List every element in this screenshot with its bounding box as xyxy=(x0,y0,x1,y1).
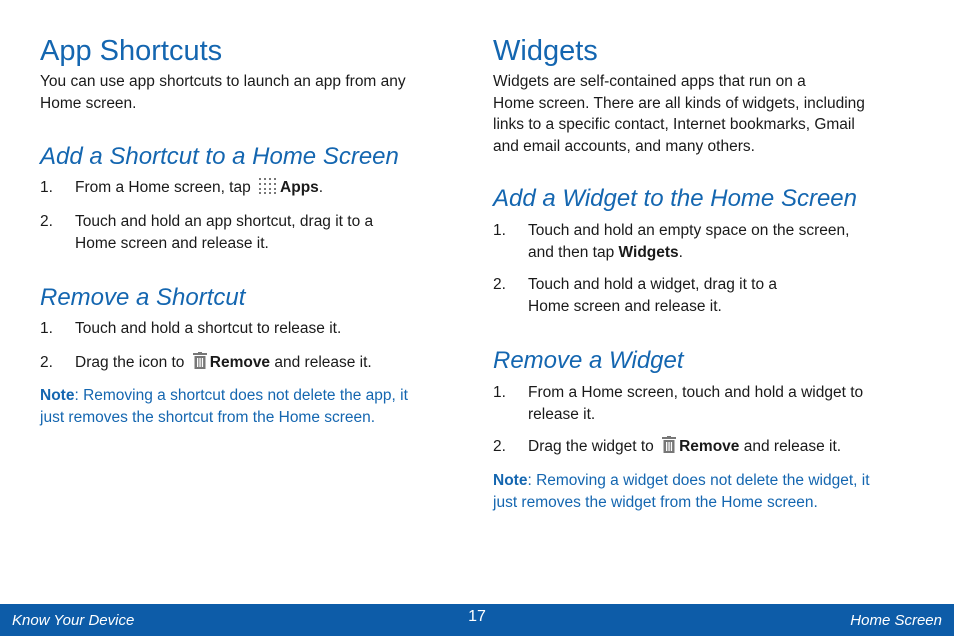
remove-widget-heading: Remove a Widget xyxy=(493,347,684,374)
app-shortcuts-title: App Shortcuts xyxy=(40,35,223,67)
add-widget-heading: Add a Widget to the Home Screen xyxy=(493,185,857,212)
remove-shortcut-heading: Remove a Shortcut xyxy=(40,284,246,311)
widgets-intro: Widgets are self-contained apps that run on a Home screen. There are all kinds of widgets, including links to a specific contact, Internet bookmarks, Gmail and email accounts, and many others. xyxy=(493,73,865,155)
widget-note: Note: Removing a widget does not delete the widget, it just removes the widget from the Home screen. xyxy=(493,472,870,511)
shortcut-note: Note: Removing a shortcut does not delete the app, it just removes the shortcut from the Home screen. xyxy=(40,387,408,426)
page-number: 17 xyxy=(468,608,486,625)
apps-grid-icon xyxy=(258,177,278,202)
trash-icon xyxy=(192,352,208,377)
add-shortcut-heading: Add a Shortcut to a Home Screen xyxy=(40,143,399,170)
app-shortcuts-intro: You can use app shortcuts to launch an app from any Home screen. xyxy=(40,73,406,112)
footer-section: Home Screen xyxy=(850,612,942,629)
trash-icon xyxy=(661,436,677,461)
page-footer xyxy=(0,604,954,636)
footer-chapter: Know Your Device xyxy=(12,612,135,629)
widgets-title: Widgets xyxy=(493,35,598,67)
